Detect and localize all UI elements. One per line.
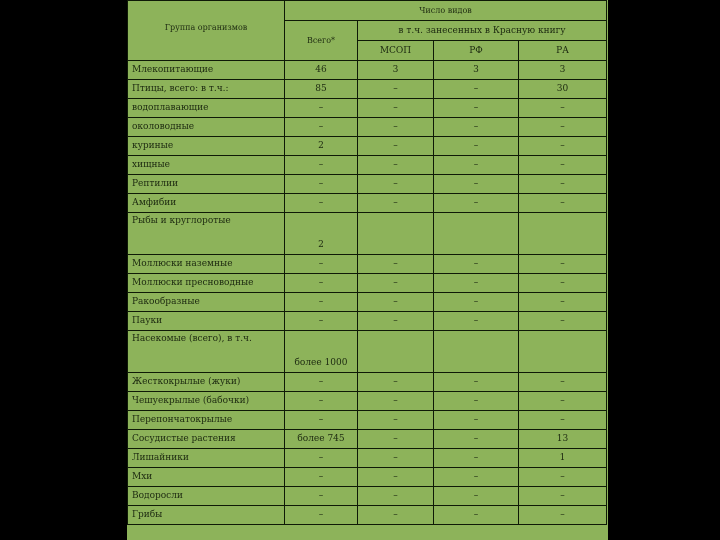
row-name-cell: Ракообразные: [128, 293, 285, 312]
row-name-cell: Водоросли: [128, 487, 285, 506]
row-rf-cell: –: [434, 137, 519, 156]
row-total-cell: –: [285, 312, 358, 331]
row-total-cell: 85: [285, 80, 358, 99]
table-row: [128, 99, 607, 118]
table-row: [128, 373, 607, 392]
row-mson-cell: –: [358, 194, 434, 213]
row-rf-cell: –: [434, 392, 519, 411]
row-ra-cell: 13: [519, 430, 607, 449]
row-ra-cell: –: [519, 411, 607, 430]
row-total-cell: более 745: [285, 430, 358, 449]
row-ra-cell: –: [519, 274, 607, 293]
header-ra: РА: [519, 41, 607, 61]
row-name-cell: Перепончатокрылые: [128, 411, 285, 430]
row-name-cell: Сосудистые растения: [128, 430, 285, 449]
row-name-cell: Грибы: [128, 506, 285, 525]
row-mson-cell: –: [358, 468, 434, 487]
row-ra-cell: –: [519, 118, 607, 137]
row-ra-cell: 30: [519, 80, 607, 99]
row-name-cell: околоводные: [128, 118, 285, 137]
row-rf-cell: –: [434, 468, 519, 487]
row-name-cell: Насекомые (всего), в т.ч.: [128, 331, 285, 373]
table-row: [128, 61, 607, 80]
row-total-cell: –: [285, 118, 358, 137]
species-table: [127, 0, 607, 525]
row-total-cell: –: [285, 194, 358, 213]
row-rf-cell: –: [434, 175, 519, 194]
row-mson-cell: –: [358, 373, 434, 392]
table-row: [128, 194, 607, 213]
header-species-count: Число видов: [285, 1, 607, 21]
row-total-cell: 46: [285, 61, 358, 80]
row-ra-cell: [519, 331, 607, 373]
table-row: [128, 118, 607, 137]
row-total-cell: 2: [285, 137, 358, 156]
table-row: [128, 312, 607, 331]
row-ra-cell: [519, 213, 607, 255]
row-mson-cell: –: [358, 274, 434, 293]
header-mson: МСОП: [358, 41, 434, 61]
row-ra-cell: –: [519, 137, 607, 156]
row-total-cell: –: [285, 468, 358, 487]
row-total-cell: –: [285, 156, 358, 175]
table-row: [128, 255, 607, 274]
row-mson-cell: [358, 213, 434, 255]
row-mson-cell: –: [358, 312, 434, 331]
row-ra-cell: –: [519, 312, 607, 331]
row-name-cell: Лишайники: [128, 449, 285, 468]
row-name-cell: Рыбы и круглоротые: [128, 213, 285, 255]
table-row: [128, 80, 607, 99]
table-row: [128, 392, 607, 411]
row-name-cell: Рептилии: [128, 175, 285, 194]
row-mson-cell: –: [358, 293, 434, 312]
table-row: [128, 411, 607, 430]
row-ra-cell: –: [519, 506, 607, 525]
row-total-cell: –: [285, 293, 358, 312]
row-name-cell: Амфибии: [128, 194, 285, 213]
table-row: [128, 137, 607, 156]
row-rf-cell: –: [434, 506, 519, 525]
row-name-cell: куриные: [128, 137, 285, 156]
row-rf-cell: –: [434, 99, 519, 118]
row-rf-cell: –: [434, 80, 519, 99]
row-name-cell: Пауки: [128, 312, 285, 331]
table-row: [128, 506, 607, 525]
row-mson-cell: –: [358, 80, 434, 99]
row-total-cell: –: [285, 392, 358, 411]
table-row: [128, 449, 607, 468]
row-mson-cell: 3: [358, 61, 434, 80]
table-row: [128, 274, 607, 293]
table-row: [128, 468, 607, 487]
row-rf-cell: 3: [434, 61, 519, 80]
row-mson-cell: –: [358, 175, 434, 194]
table-row: [128, 487, 607, 506]
row-total-cell: –: [285, 255, 358, 274]
table-row: [128, 293, 607, 312]
row-mson-cell: –: [358, 449, 434, 468]
row-ra-cell: –: [519, 373, 607, 392]
row-mson-cell: –: [358, 430, 434, 449]
row-rf-cell: –: [434, 449, 519, 468]
row-rf-cell: [434, 331, 519, 373]
row-name-cell: Мхи: [128, 468, 285, 487]
row-mson-cell: –: [358, 411, 434, 430]
row-ra-cell: 3: [519, 61, 607, 80]
row-name-cell: Моллюски наземные: [128, 255, 285, 274]
row-total-cell: –: [285, 506, 358, 525]
table-row: [128, 175, 607, 194]
table-row: [128, 331, 607, 373]
row-ra-cell: –: [519, 468, 607, 487]
row-mson-cell: –: [358, 99, 434, 118]
row-ra-cell: –: [519, 255, 607, 274]
row-rf-cell: –: [434, 255, 519, 274]
row-ra-cell: –: [519, 156, 607, 175]
row-name-cell: Жесткокрылые (жуки): [128, 373, 285, 392]
document-page: [127, 0, 608, 540]
row-ra-cell: –: [519, 99, 607, 118]
row-mson-cell: –: [358, 487, 434, 506]
row-rf-cell: –: [434, 411, 519, 430]
row-total-cell: 2: [285, 213, 358, 255]
row-mson-cell: –: [358, 255, 434, 274]
row-mson-cell: –: [358, 118, 434, 137]
row-rf-cell: [434, 213, 519, 255]
row-name-cell: Птицы, всего: в т.ч.:: [128, 80, 285, 99]
row-name-cell: Моллюски пресноводные: [128, 274, 285, 293]
row-ra-cell: –: [519, 175, 607, 194]
table-body: [128, 61, 607, 525]
row-total-cell: –: [285, 175, 358, 194]
row-rf-cell: –: [434, 194, 519, 213]
row-rf-cell: –: [434, 487, 519, 506]
row-ra-cell: 1: [519, 449, 607, 468]
row-rf-cell: –: [434, 274, 519, 293]
row-total-cell: –: [285, 99, 358, 118]
row-total-cell: –: [285, 411, 358, 430]
row-mson-cell: –: [358, 392, 434, 411]
row-total-cell: –: [285, 487, 358, 506]
row-total-cell: –: [285, 373, 358, 392]
header-rf: РФ: [434, 41, 519, 61]
row-ra-cell: –: [519, 194, 607, 213]
header-redbook: в т.ч. занесенных в Красную книгу: [358, 21, 607, 41]
row-mson-cell: –: [358, 156, 434, 175]
row-mson-cell: –: [358, 506, 434, 525]
row-name-cell: хищные: [128, 156, 285, 175]
row-rf-cell: –: [434, 118, 519, 137]
row-rf-cell: –: [434, 373, 519, 392]
row-total-cell: более 1000: [285, 331, 358, 373]
header-total: Всего*: [285, 21, 358, 61]
row-rf-cell: –: [434, 293, 519, 312]
row-name-cell: водоплавающие: [128, 99, 285, 118]
row-ra-cell: –: [519, 392, 607, 411]
row-rf-cell: –: [434, 156, 519, 175]
table-row: [128, 430, 607, 449]
row-mson-cell: –: [358, 137, 434, 156]
row-name-cell: Млекопитающие: [128, 61, 285, 80]
row-total-cell: –: [285, 274, 358, 293]
row-rf-cell: –: [434, 430, 519, 449]
row-ra-cell: –: [519, 293, 607, 312]
table-row: [128, 213, 607, 255]
row-mson-cell: [358, 331, 434, 373]
header-group: Группа организмов: [128, 1, 285, 61]
row-name-cell: Чешуекрылые (бабочки): [128, 392, 285, 411]
row-rf-cell: –: [434, 312, 519, 331]
table-row: [128, 156, 607, 175]
row-total-cell: –: [285, 449, 358, 468]
row-ra-cell: –: [519, 487, 607, 506]
